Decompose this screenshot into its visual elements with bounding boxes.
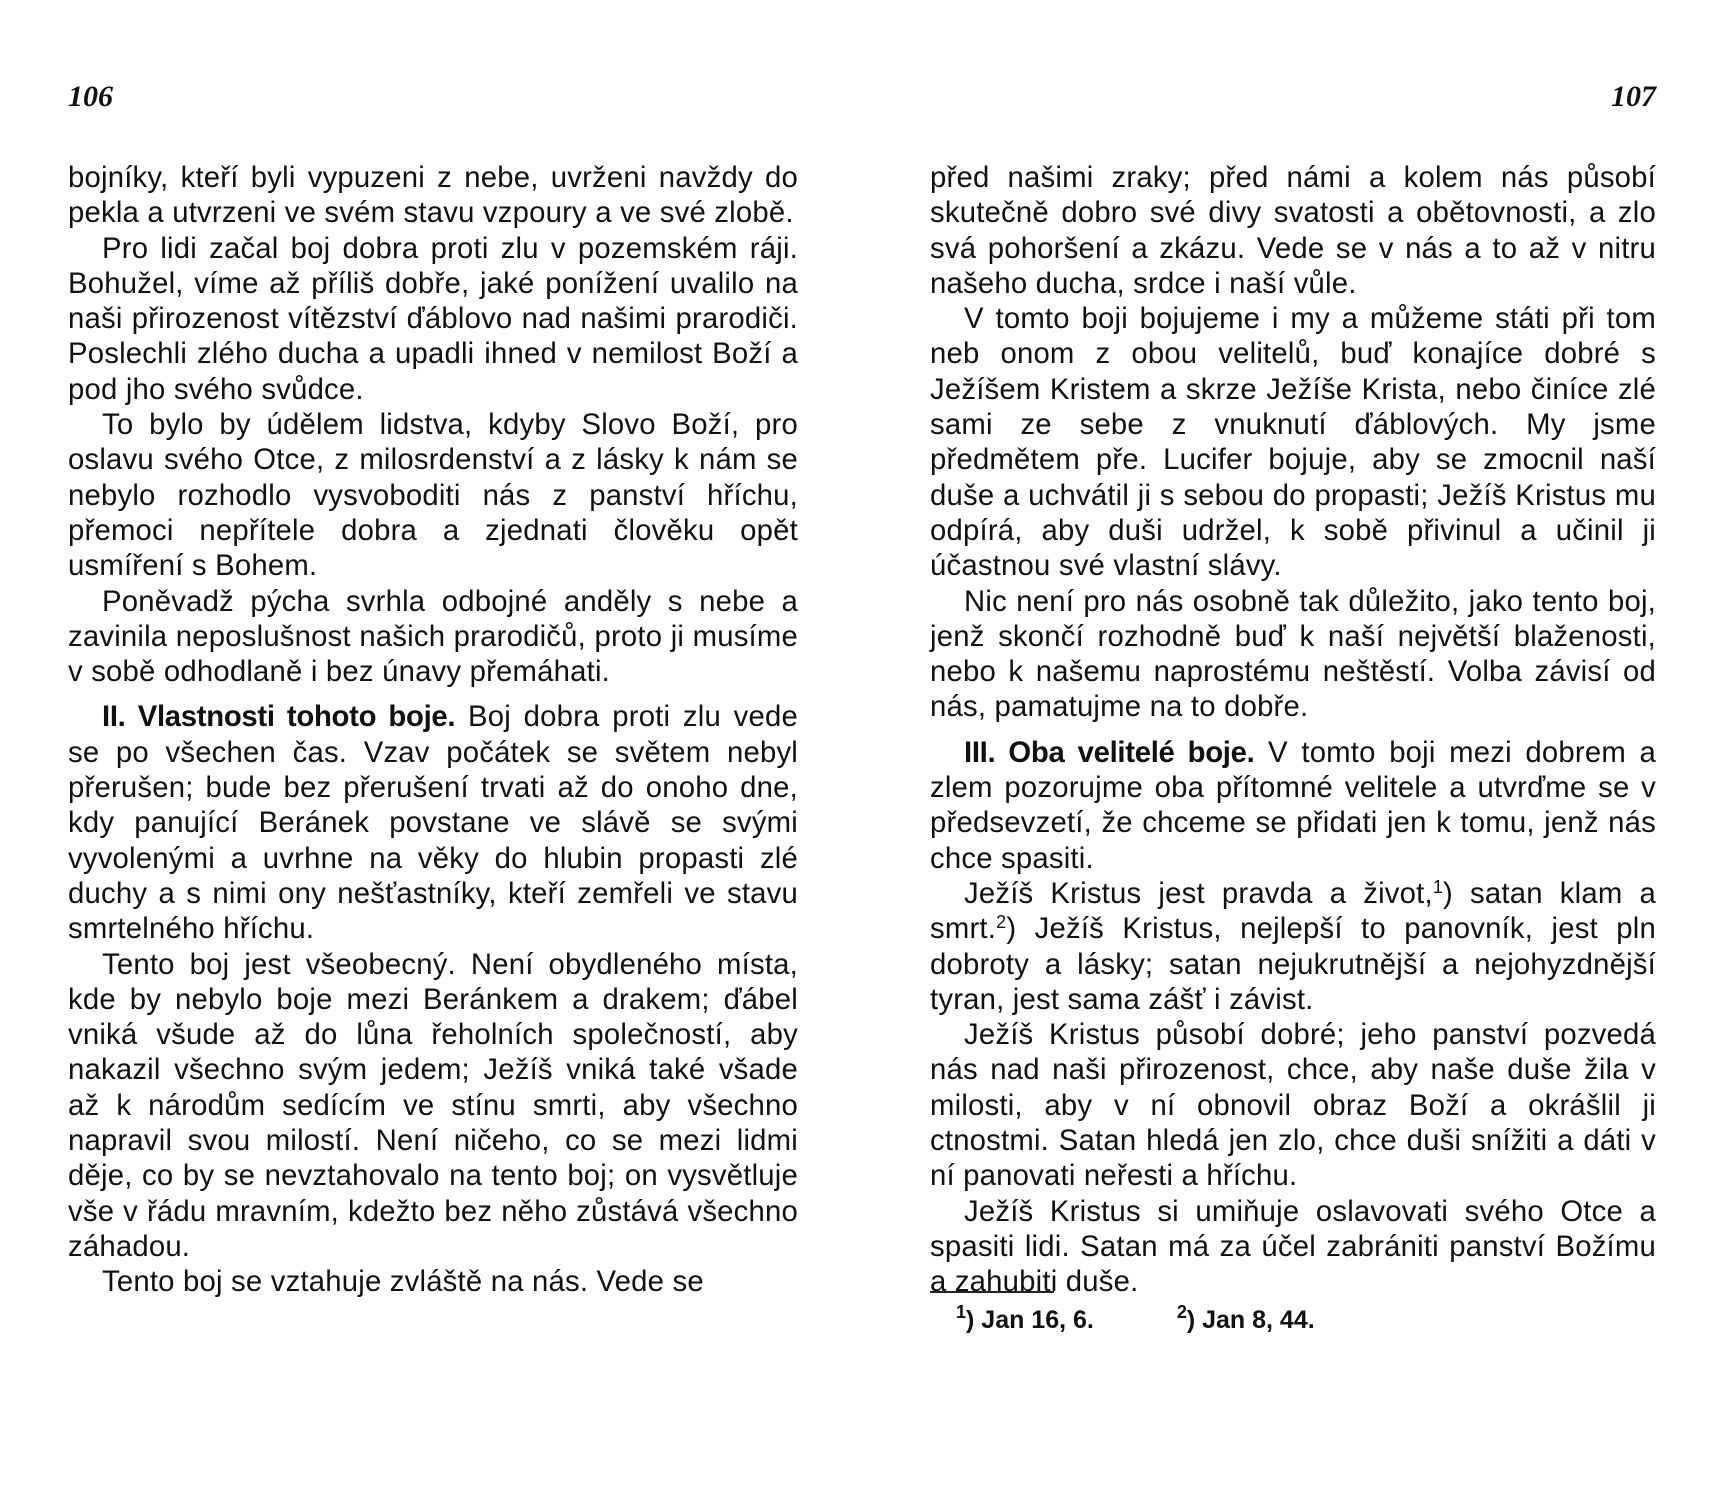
section-text: Boj dobra proti zlu vede se po všechen čas. Vzav počátek se světem nebyl přerušen; bude bez přerušení trvati až do onoho dne, kdy panující Beránek povstane ve slávě se svými vyvolenými a uvrhne na věky do hlubin propasti zlé duchy a s nimi ony nešťastníky, kteří zemřeli ve stavu smrtelného hříchu. [68,700,799,946]
paragraph: bojníky, kteří byli vypuzeni z nebe, uvrženi navždy do pekla a utvrzeni ve svém stavu vzpoury a ve své zlobě. [68,161,798,230]
paragraph: To bylo by údělem lidstva, kdyby Slovo Boží, pro oslavu svého Otce, z milosrdenství a z lásky k nám se nebylo rozhodlo vysvoboditi nás z panství hříchu, přemoci nepřítele dobra a zjednati člověku opět usmíření s Bohem. [68,408,798,583]
section-paragraph [68,699,798,946]
paragraph-with-footnotes [930,876,1656,1017]
paragraph: Tento boj se vztahuje zvláště na nás. Vede se [102,1265,704,1299]
left-page [68,0,798,1500]
section-text: V tomto boji mezi dobrem a zlem pozorujme oba přítomné velitele a utvrďme se v předsevzetí, že chceme se přidati jen k tomu, jenž nás chce spasiti. [930,735,1656,875]
footnote [1176,1302,1315,1335]
paragraph: před našimi zraky; před námi a kolem nás působí skutečně dobro své divy svatosti a obětovnosti, a zlo svá pohoršení a zkázu. Vede se v nás a to až v nitru našeho ducha, srdce i naší vůle. [930,161,1656,300]
paragraph: Ježíš Kristus působí dobré; jeho panství pozvedá nás nad naši přirozenost, chce, aby naše duše žila v milosti, aby v ní obnovil obraz Boží a okrášlil ji ctnostmi. Satan hledá jen zlo, chce duši snížiti a dáti v ní panovati neřesti a hříchu. [930,1018,1656,1193]
footnote-marker: 2 [1176,1302,1187,1322]
text-segment: Ježíš Kristus jest pravda a život, [964,876,1433,910]
page-number-right: 107 [1611,80,1656,113]
footnote-divider [930,1291,1054,1293]
text-segment: ) satan klam a smrt. [930,876,1656,946]
paragraph: V tomto boji bojujeme i my a můžeme státi při tom neb onom z obou velitelů, buď konajíce dobré s Ježíšem Kristem a skrze Ježíše Krista, nebo činíce zlé sami ze sebe z vnuknutí ďáblových. My jsme předmětem pře. Lucifer bojuje, aby se zmocnil naší duše a uchvátil ji s sebou do propasti; Ježíš Kristus mu odpírá, aby duši udržel, k sobě přivinul a učinil ji účastnou své vlastní slávy. [930,302,1656,583]
paragraph: Nic není pro nás osobně tak důležito, jako tento boj, jenž skončí rozhodně buď k naší největší blaženosti, nebo k našemu naprostému neštěstí. Volba závisí od nás, pamatujme na to dobře. [930,584,1656,724]
footnotes [956,1302,1391,1335]
footnote-ref: 1 [1432,876,1444,897]
right-page-body [930,160,1656,1300]
text-segment: ) Ježíš Kristus, nejlepší to panovník, jest pln dobroty a lásky; satan nejukrutnější a nejohyzdnější tyran, jest sama zášť i závist. [930,912,1656,1016]
footnote-text: ) Jan 16, 6. [966,1306,1094,1334]
section-heading: II. Vlastnosti tohoto boje. [102,700,456,734]
footnote-text: ) Jan 8, 44. [1186,1306,1315,1334]
footnote-marker: 1 [956,1302,967,1322]
paragraph: Pro lidi začal boj dobra proti zlu v pozemském ráji. Bohužel, víme až příliš dobře, jaké ponížení uvalilo na naši přirozenost vítězství ďáblovo nad našimi prarodiči. Poslechli zlého ducha a upadli ihned v nemilost Boží a pod jho svého svůdce. [68,231,798,406]
paragraph: Tento boj jest všeobecný. Není obydleného místa, kde by nebylo boje mezi Beránkem a drakem; ďábel vniká všude až do lůna řeholních společností, aby nakazil všechno svým jedem; Ježíš vniká také všade až k národům sedícím ve stínu smrti, aby všechno napravil svou milostí. Není ničeho, co se mezi lidmi děje, co by se nevztahovalo na tento boj; on vysvětluje vše v řádu mravním, kdežto bez něho zůstává všechno záhadou. [68,947,798,1263]
footnote-ref: 2 [996,912,1007,933]
paragraph: Ježíš Kristus si umiňuje oslavovati svého Otce a spasiti lidi. Satan má za účel zabrániti panství Božímu a zahubiti duše. [930,1194,1656,1299]
paragraph: Poněvadž pýcha svrhla odbojné anděly s nebe a zavinila neposlušnost našich prarodičů, proto ji musíme v sobě odhodlaně i bez únavy přemáhati. [68,584,798,689]
section-heading: III. Oba velitelé boje. [964,735,1255,769]
right-page [930,0,1656,1500]
page-number-left: 106 [68,80,113,113]
section-paragraph [930,735,1656,876]
left-page-body [68,160,798,1300]
footnote [956,1302,1094,1335]
